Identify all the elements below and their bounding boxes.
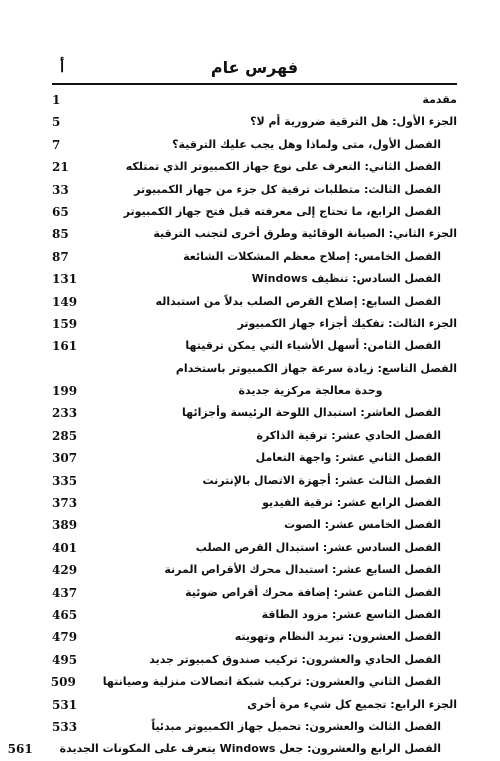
toc-part-entry[interactable] <box>52 111 457 133</box>
toc-chapter-entry[interactable] <box>52 402 457 424</box>
toc-entry-title: الفصل الخامس عشر: الصوت <box>284 518 441 532</box>
toc-entry-title: الفصل العشرون: تبريد النظام وتهويته <box>234 630 441 644</box>
toc-entry-page: 373 <box>52 496 78 511</box>
toc-entry-page: 307 <box>52 451 78 466</box>
toc-entry-title: الفصل الرابع عشر: ترقية الفيديو <box>262 496 441 510</box>
toc-entry-page: 561 <box>7 742 33 757</box>
toc-entry-title: الفصل الحادي عشر: ترقية الذاكرة <box>256 428 441 442</box>
toc-entry-title: الفصل التاسع: زيادة سرعة جهاز الكمبيوتر باستخدام وحدة معالجة مركزية جديدة <box>175 361 457 398</box>
toc-chapter-entry[interactable] <box>52 291 457 313</box>
toc-chapter-entry[interactable] <box>52 447 457 469</box>
toc-entry-page: 21 <box>52 160 69 175</box>
toc-entry-title: الفصل الثاني عشر: واجهة التعامل <box>255 451 441 465</box>
toc-entry-page: 479 <box>52 630 78 645</box>
toc-entry-title: الفصل الثالث والعشرون: تحميل جهاز الكمبيوتر مبدئياً <box>151 719 441 733</box>
toc-entry-title: الجزء الثالث: تفكيك أجزاء جهاز الكمبيوتر <box>237 316 457 330</box>
toc-chapter-entry[interactable] <box>52 537 457 559</box>
toc-entry-title: الجزء الثاني: الصيانة الوقائية وطرق أخرى لتجنب الترقية <box>153 227 457 241</box>
toc-entry-title: الفصل الرابع والعشرون: جعل Windows يتعرف على المكونات الجديدة <box>59 742 441 756</box>
header-page-number: أ <box>60 58 65 76</box>
toc-entry-page: 65 <box>52 204 69 219</box>
toc-entry-page: 509 <box>50 675 76 690</box>
toc-part-entry[interactable] <box>52 694 457 716</box>
toc-entry-title: الفصل السادس عشر: استبدال القرص الصلب <box>195 540 441 554</box>
toc-chapter-entry[interactable] <box>52 626 457 648</box>
toc-entry-page: 149 <box>52 294 78 309</box>
toc-entry-page: 533 <box>52 719 78 734</box>
page-title: فهرس عام <box>210 58 299 77</box>
toc-entry-page: 85 <box>52 227 69 242</box>
toc-entry-page: 495 <box>52 652 78 667</box>
toc-entry-title: الفصل الثاني: التعرف على نوع جهاز الكمبيوتر الذي تمتلكه <box>125 160 441 174</box>
toc-entry-title: الفصل التاسع عشر: مزود الطاقة <box>261 608 441 621</box>
toc-entry-title: الفصل الأول، متى ولماذا وهل يجب عليك الترقية؟ <box>172 137 441 151</box>
toc-entry-title: الفصل الرابع، ما تحتاج إلى معرفته قبل فتح جهاز الكمبيوتر <box>123 204 441 218</box>
toc-chapter-entry[interactable] <box>52 649 457 671</box>
toc-chapter-entry[interactable] <box>52 716 457 738</box>
toc-entry-title: الفصل الثامن عشر: إضافة محرك أقراص ضوئية <box>185 585 441 599</box>
toc-entry-title: الفصل السادس: تنظيف Windows <box>251 272 441 286</box>
toc-entry-title: الفصل العاشر: استبدال اللوحة الرئيسة وأجزائها <box>182 406 441 420</box>
page-header <box>52 58 457 80</box>
toc-chapter-entry[interactable] <box>52 604 457 626</box>
toc-chapter-entry[interactable] <box>52 134 457 156</box>
header-divider <box>52 83 457 85</box>
toc-entry-page: 335 <box>52 473 78 488</box>
toc-chapter-entry[interactable] <box>52 671 457 693</box>
toc-entry-page: 285 <box>52 428 78 443</box>
toc-entry-page: 401 <box>52 540 78 555</box>
toc-entry-page: 429 <box>52 563 78 578</box>
toc-entry-page: 465 <box>52 608 78 622</box>
toc-chapter-entry[interactable] <box>52 335 457 357</box>
toc-chapter-entry[interactable] <box>52 582 457 604</box>
toc-entry-title: الفصل الخامس: إصلاح معظم المشكلات الشائعة <box>183 249 441 263</box>
toc-entry-title: الفصل الثالث: متطلبات ترقية كل جزء من جهاز الكمبيوتر <box>134 182 441 196</box>
toc-entry-page: 389 <box>52 518 78 533</box>
toc-entry-page: 131 <box>52 272 78 287</box>
toc-entry-title: الفصل الحادي والعشرون: تركيب صندوق كمبيوتر جديد <box>149 652 441 666</box>
toc-chapter-entry[interactable] <box>52 492 457 514</box>
toc-chapter-entry[interactable] <box>52 559 457 581</box>
toc-chapter-entry[interactable] <box>52 425 457 447</box>
toc-entry-page: 159 <box>52 316 78 331</box>
toc-entry-title: الفصل الثالث عشر: أجهزة الاتصال بالإنترنت <box>202 473 441 487</box>
toc-entry-page: 199 <box>52 384 78 399</box>
toc-entry-title: الجزء الأول: هل الترقية ضرورية أم لا؟ <box>250 115 457 129</box>
toc-entry-title: الفصل الثاني والعشرون: تركيب شبكة اتصالات منزلية وصيانتها <box>102 675 441 689</box>
toc-chapter-entry[interactable] <box>52 358 457 403</box>
toc-chapter-entry[interactable] <box>52 470 457 492</box>
toc-chapter-entry[interactable] <box>52 201 457 223</box>
toc-entry-page: 437 <box>52 585 78 600</box>
toc-entry-page: 531 <box>52 697 78 712</box>
toc-part-entry[interactable] <box>52 223 457 245</box>
toc-entry-title: الجزء الرابع: تجميع كل شيء مرة أخرى <box>247 697 457 711</box>
toc-chapter-entry[interactable] <box>52 268 457 290</box>
toc-chapter-entry[interactable] <box>52 156 457 178</box>
toc-entry-title: الفصل السابع: إصلاح القرص الصلب بدلاً من استبداله <box>155 294 441 308</box>
toc-entry-page: 161 <box>52 339 78 354</box>
toc-entry-title: الفصل الثامن: أسهل الأشياء التي يمكن ترقيتها <box>185 339 441 353</box>
toc-entry-title: الفصل السابع عشر: استبدال محرك الأقراص المرنة <box>164 563 441 577</box>
table-of-contents <box>7 89 457 761</box>
toc-part-entry[interactable] <box>52 89 457 111</box>
toc-chapter-entry[interactable] <box>52 246 457 268</box>
toc-entry-page: 33 <box>52 182 69 197</box>
toc-entry-page: 5 <box>52 115 61 130</box>
toc-entry-page: 1 <box>52 93 61 107</box>
toc-entry-title: مقدمة <box>422 93 457 106</box>
toc-chapter-entry[interactable] <box>52 514 457 536</box>
toc-chapter-entry[interactable] <box>52 179 457 201</box>
toc-chapter-entry[interactable] <box>7 738 457 760</box>
toc-entry-page: 233 <box>52 406 78 421</box>
toc-entry-page: 87 <box>52 249 69 264</box>
toc-entry-page: 7 <box>52 137 61 152</box>
toc-part-entry[interactable] <box>52 313 457 335</box>
